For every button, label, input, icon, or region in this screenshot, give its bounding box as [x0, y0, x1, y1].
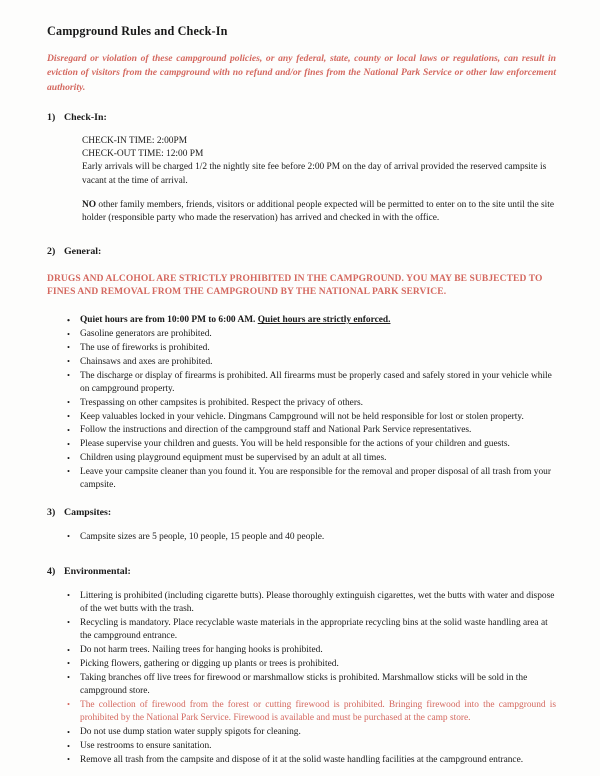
list-item: • Recycling is mandatory. Place recyclable waste materials in the appropriate recycling bins at the solid waste handling area at the campground entrance.: [47, 617, 556, 644]
check-in-body: [82, 135, 558, 226]
early-arrivals-policy: Early arrivals will be charged 1/2 the nightly site fee before 2:00 PM on the day of arrival provided the reserved campsite is vacant at the time of arrival.: [82, 162, 547, 186]
environmental-rules-list: [47, 590, 558, 767]
no-emphasis: NO: [82, 200, 97, 211]
check-in-time: CHECK-IN TIME: 2:00PM: [82, 135, 188, 146]
quiet-hours-enforced: Quiet hours are strictly enforced.: [257, 315, 391, 326]
list-item: • Gasoline generators are prohibited.: [47, 328, 556, 341]
check-out-time: CHECK-OUT TIME: 12:00 PM: [82, 149, 204, 160]
section-number: 2): [47, 245, 56, 257]
quiet-hours-text: Quiet hours are from 10:00 PM to 6:00 AM.: [80, 315, 258, 326]
list-item: • The use of fireworks is prohibited.: [47, 342, 556, 355]
section-heading-environmental: [47, 566, 558, 579]
list-item: • Chainsaws and axes are prohibited.: [47, 356, 556, 369]
section-label: Campsites:: [64, 506, 112, 518]
list-item: • Leave your campsite cleaner than you found it. You are responsible for the removal and proper disposal of all trash from your campsite.: [47, 466, 556, 493]
campsites-rules-list: [47, 531, 558, 544]
list-item: • Remove all trash from the campsite and dispose of it at the solid waste handling facilities at the campground entrance.: [47, 754, 556, 767]
list-item: • Keep valuables locked in your vehicle. Dingmans Campground will not be held responsible for lost or stolen property.: [47, 411, 556, 424]
list-item: • Campsite sizes are 5 people, 10 people, 15 people and 40 people.: [47, 531, 556, 544]
drugs-alcohol-warning: DRUGS AND ALCOHOL ARE STRICTLY PROHIBITED IN THE CAMPGROUND. YOU MAY BE SUBJECTED TO FINES AND REMOVAL FROM THE CAMPGROUND BY THE NATIONAL PARK SERVICE.: [47, 273, 543, 298]
list-item: • Littering is prohibited (including cigarette butts). Please thoroughly extinguish cigarettes, wet the butts with water and dispose of the wet butts with the trash.: [47, 590, 556, 617]
list-item: • The discharge or display of firearms is prohibited. All firearms must be properly cased and safely stored in your vehicle while on campground property.: [47, 370, 556, 397]
section-label: Check-In:: [64, 111, 107, 123]
section-label: Environmental:: [64, 565, 131, 577]
section-check-in: [47, 112, 558, 226]
section-number: 1): [47, 111, 56, 123]
section-heading-campsites: [47, 507, 558, 520]
general-rules-list: [47, 314, 558, 492]
list-item-firewood-policy: • The collection of firewood from the forest or cutting firewood is prohibited. Bringing firewood into the campground is prohibited by the National Park Service. Firewood is available and must be purchased at the camp store.: [47, 699, 556, 726]
list-item: • Follow the instructions and direction of the campground staff and National Park Service representatives.: [47, 424, 556, 437]
list-item: • Children using playground equipment must be supervised by an adult at all times.: [47, 452, 556, 465]
section-heading-general: [47, 246, 558, 259]
intro-warning-text: Disregard or violation of these campground policies, or any federal, state, county or local laws or regulations, can result in eviction of visitors from the campground with no refund and/or fines from the National Park Service or other law enforcement authority.: [47, 53, 556, 93]
list-item: • Please supervise your children and guests. You will be held responsible for the actions of your children and guests.: [47, 438, 556, 451]
list-item-quiet-hours: [47, 314, 556, 327]
list-item: • Use restrooms to ensure sanitation.: [47, 740, 556, 753]
page-title: Campground Rules and Check-In: [47, 24, 228, 38]
section-heading-check-in: [47, 112, 558, 125]
section-campsites: [47, 507, 558, 544]
section-environmental: [47, 566, 558, 767]
section-general: [47, 246, 558, 493]
list-item: • Do not harm trees. Nailing trees for hanging hooks is prohibited.: [47, 644, 556, 657]
list-item: • Trespassing on other campsites is prohibited. Respect the privacy of others.: [47, 397, 556, 410]
section-number: 3): [47, 506, 56, 518]
section-number: 4): [47, 565, 56, 577]
list-item: • Picking flowers, gathering or digging up plants or trees is prohibited.: [47, 658, 556, 671]
section-label: General:: [64, 245, 102, 257]
no-visitors-body: other family members, friends, visitors or additional people expected will be permitted to enter on to the site until the site holder (responsible party who made the reservation) has arrived and checked in with the office.: [82, 200, 554, 224]
list-item: • Taking branches off live trees for firewood or marshmallow sticks is prohibited. Marshmallow sticks will be sold in the campground store.: [47, 672, 556, 699]
no-visitors-policy: [82, 199, 554, 226]
list-item: • Do not use dump station water supply spigots for cleaning.: [47, 726, 556, 739]
